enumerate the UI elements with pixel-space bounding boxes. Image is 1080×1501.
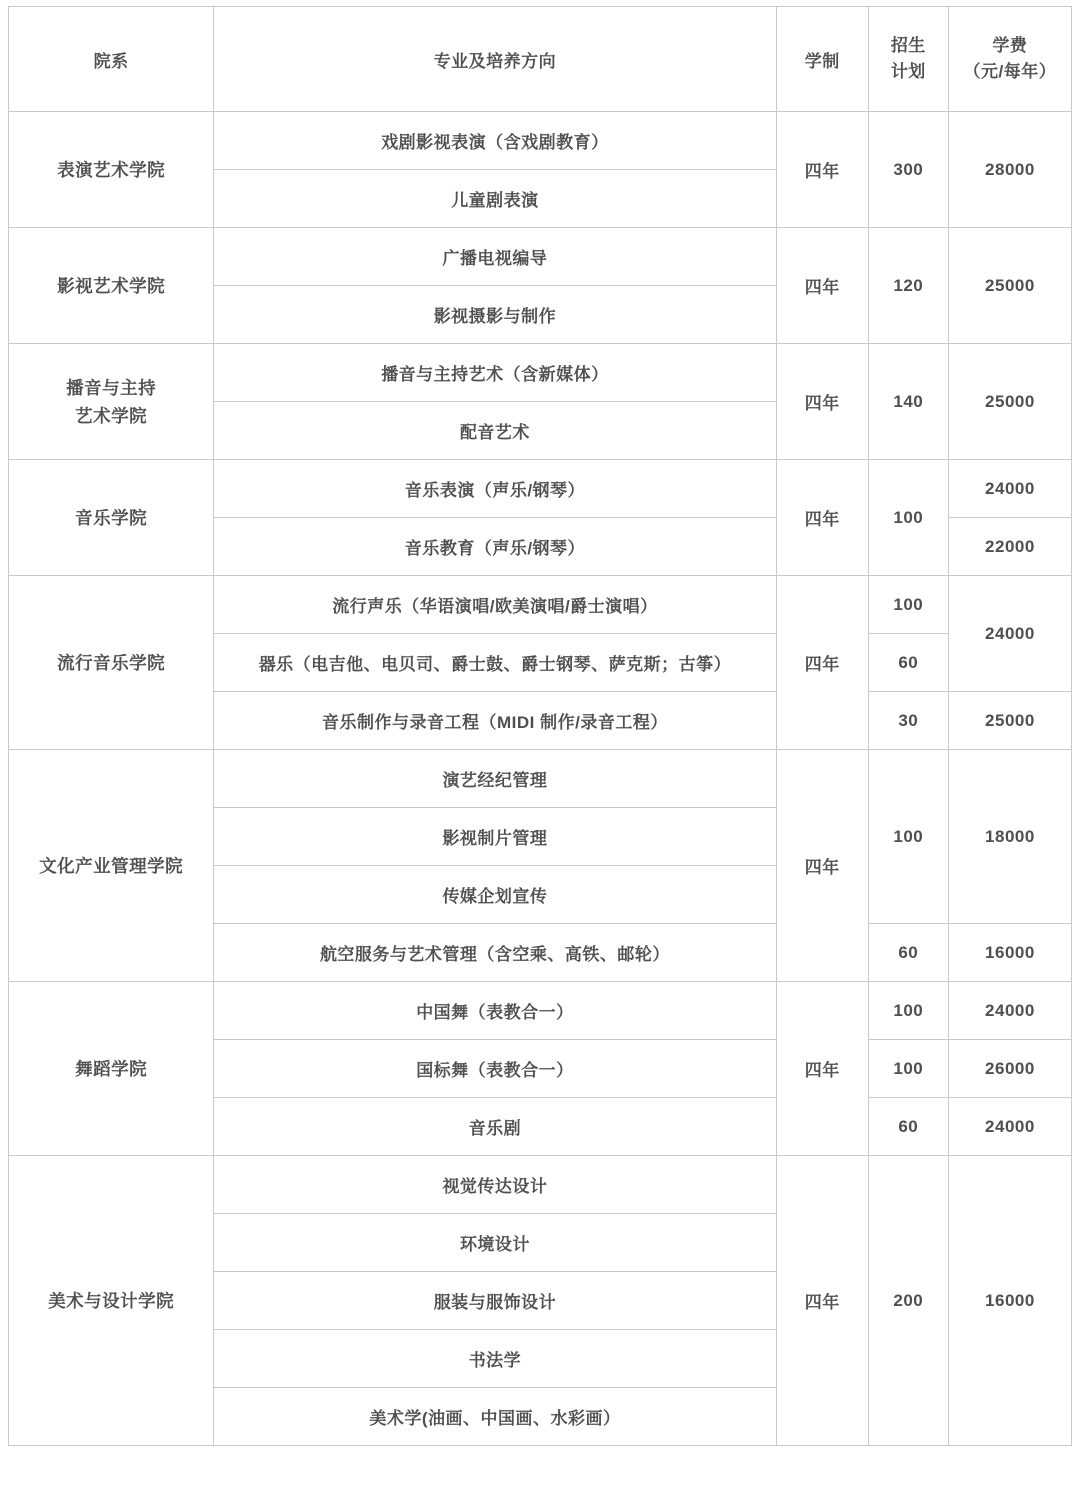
cell-major: 器乐（电吉他、电贝司、爵士鼓、爵士钢琴、萨克斯；古筝） xyxy=(214,634,777,692)
cell-major: 传媒企划宣传 xyxy=(214,866,777,924)
cell-length: 四年 xyxy=(776,344,868,460)
header-plan xyxy=(868,7,948,112)
table-row xyxy=(9,228,1072,286)
cell-department: 流行音乐学院 xyxy=(9,576,214,750)
table-row xyxy=(9,750,1072,808)
cell-plan: 60 xyxy=(868,1098,948,1156)
cell-fee: 25000 xyxy=(948,692,1071,750)
cell-fee: 28000 xyxy=(948,112,1071,228)
cell-fee: 16000 xyxy=(948,1156,1071,1446)
table-row xyxy=(9,344,1072,402)
table-row xyxy=(9,112,1072,170)
cell-major: 航空服务与艺术管理（含空乘、高铁、邮轮） xyxy=(214,924,777,982)
cell-major: 美术学(油画、中国画、水彩画） xyxy=(214,1388,777,1446)
cell-plan: 30 xyxy=(868,692,948,750)
cell-major: 演艺经纪管理 xyxy=(214,750,777,808)
header-department: 院系 xyxy=(9,7,214,112)
cell-major: 儿童剧表演 xyxy=(214,170,777,228)
cell-department: 音乐学院 xyxy=(9,460,214,576)
cell-length: 四年 xyxy=(776,576,868,750)
cell-plan: 100 xyxy=(868,576,948,634)
table-row xyxy=(9,576,1072,634)
header-plan-line2: 计划 xyxy=(890,62,926,81)
cell-fee: 26000 xyxy=(948,1040,1071,1098)
cell-fee: 24000 xyxy=(948,982,1071,1040)
table-header-row xyxy=(9,7,1072,112)
cell-plan: 60 xyxy=(868,924,948,982)
cell-major: 戏剧影视表演（含戏剧教育） xyxy=(214,112,777,170)
cell-major: 书法学 xyxy=(214,1330,777,1388)
cell-major: 配音艺术 xyxy=(214,402,777,460)
cell-major: 音乐表演（声乐/钢琴） xyxy=(214,460,777,518)
admission-plan-table xyxy=(8,6,1072,1446)
cell-major: 国标舞（表教合一） xyxy=(214,1040,777,1098)
cell-major: 音乐制作与录音工程（MIDI 制作/录音工程） xyxy=(214,692,777,750)
cell-major: 播音与主持艺术（含新媒体） xyxy=(214,344,777,402)
cell-department: 舞蹈学院 xyxy=(9,982,214,1156)
cell-department-line2: 艺术学院 xyxy=(75,405,148,426)
cell-plan: 140 xyxy=(868,344,948,460)
cell-plan: 100 xyxy=(868,750,948,924)
cell-department: 文化产业管理学院 xyxy=(9,750,214,982)
table-header xyxy=(9,7,1072,112)
header-fee-line2: （元/每年） xyxy=(963,62,1057,81)
cell-fee: 24000 xyxy=(948,576,1071,692)
cell-fee: 25000 xyxy=(948,344,1071,460)
cell-major: 音乐剧 xyxy=(214,1098,777,1156)
cell-length: 四年 xyxy=(776,112,868,228)
cell-fee: 22000 xyxy=(948,518,1071,576)
cell-plan: 300 xyxy=(868,112,948,228)
cell-fee: 24000 xyxy=(948,1098,1071,1156)
cell-plan: 100 xyxy=(868,1040,948,1098)
table-body xyxy=(9,112,1072,1446)
cell-department xyxy=(9,344,214,460)
cell-department: 表演艺术学院 xyxy=(9,112,214,228)
table-row xyxy=(9,460,1072,518)
cell-plan: 200 xyxy=(868,1156,948,1446)
table-row xyxy=(9,1156,1072,1214)
cell-length: 四年 xyxy=(776,982,868,1156)
cell-plan: 100 xyxy=(868,460,948,576)
cell-plan: 120 xyxy=(868,228,948,344)
header-length: 学制 xyxy=(776,7,868,112)
header-plan-line1: 招生 xyxy=(890,35,926,55)
cell-major: 音乐教育（声乐/钢琴） xyxy=(214,518,777,576)
cell-fee: 16000 xyxy=(948,924,1071,982)
cell-major: 视觉传达设计 xyxy=(214,1156,777,1214)
cell-fee: 24000 xyxy=(948,460,1071,518)
table-row xyxy=(9,982,1072,1040)
cell-department: 美术与设计学院 xyxy=(9,1156,214,1446)
header-major: 专业及培养方向 xyxy=(214,7,777,112)
cell-major: 广播电视编导 xyxy=(214,228,777,286)
cell-major: 服装与服饰设计 xyxy=(214,1272,777,1330)
cell-major: 中国舞（表教合一） xyxy=(214,982,777,1040)
header-fee-line1: 学费 xyxy=(992,35,1028,55)
cell-length: 四年 xyxy=(776,228,868,344)
cell-department-line1: 播音与主持 xyxy=(66,377,157,398)
cell-fee: 25000 xyxy=(948,228,1071,344)
cell-fee: 18000 xyxy=(948,750,1071,924)
cell-plan: 60 xyxy=(868,634,948,692)
cell-length: 四年 xyxy=(776,750,868,982)
cell-major: 影视摄影与制作 xyxy=(214,286,777,344)
cell-length: 四年 xyxy=(776,1156,868,1446)
cell-major: 影视制片管理 xyxy=(214,808,777,866)
cell-major: 流行声乐（华语演唱/欧美演唱/爵士演唱） xyxy=(214,576,777,634)
header-fee xyxy=(948,7,1071,112)
cell-department: 影视艺术学院 xyxy=(9,228,214,344)
cell-length: 四年 xyxy=(776,460,868,576)
cell-major: 环境设计 xyxy=(214,1214,777,1272)
cell-plan: 100 xyxy=(868,982,948,1040)
